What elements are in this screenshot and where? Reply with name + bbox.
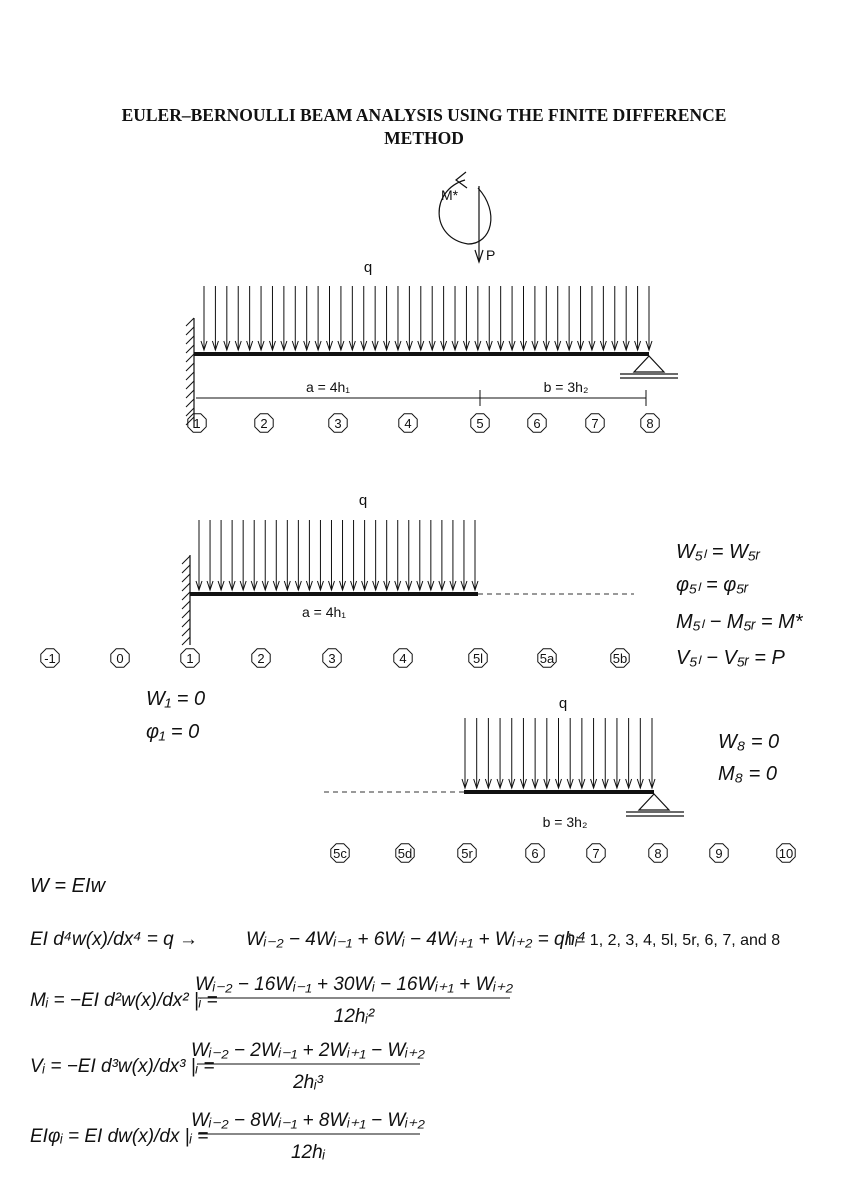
node-marker [641, 414, 659, 432]
load-arrow [567, 718, 573, 788]
load-arrow [429, 286, 435, 350]
load-arrow [406, 286, 412, 350]
title-line-2: METHOD [384, 128, 464, 148]
load-arrow [292, 286, 298, 350]
load-arrow [247, 286, 253, 350]
load-arrow [612, 286, 618, 350]
load-arrow [509, 286, 515, 350]
fixed-support-wall [186, 318, 194, 428]
dimension-b: b = 3h₂ [543, 379, 589, 395]
load-arrow [497, 718, 503, 788]
load-arrow [649, 718, 655, 788]
cont-w: W₅ₗ = W₅ᵣ [676, 541, 760, 563]
pin-support-right-segment [626, 794, 684, 816]
load-arrow [626, 718, 632, 788]
load-arrow [340, 520, 346, 590]
distributed-load-full [201, 286, 652, 350]
equation-rotation-denominator: 12hᵢ [290, 1142, 326, 1163]
equation-w: W = EIw [30, 875, 106, 897]
node-marker [396, 844, 414, 862]
node-marker [399, 414, 417, 432]
load-arrow [304, 286, 310, 350]
dimension-b-right: b = 3h₂ [542, 814, 588, 830]
equation-rotation-numerator: Wᵢ₋₂ − 8Wᵢ₋₁ + 8Wᵢ₊₁ − Wᵢ₊₂ [191, 1110, 425, 1131]
load-arrow [485, 718, 491, 788]
load-label-q: q [363, 259, 373, 276]
cont-phi: φ₅ₗ = φ₅ᵣ [676, 574, 749, 596]
load-arrow [635, 286, 641, 350]
node-marker [710, 844, 728, 862]
node-marker [649, 844, 667, 862]
node-marker [111, 649, 129, 667]
load-arrow [544, 718, 550, 788]
node-marker [255, 414, 273, 432]
load-arrow [614, 718, 620, 788]
load-arrow [295, 520, 301, 590]
load-arrow [229, 520, 235, 590]
node-label: 3 [328, 651, 336, 666]
load-arrow [450, 520, 456, 590]
load-arrow [349, 286, 355, 350]
load-arrow [284, 520, 290, 590]
node-label: 5l [472, 651, 484, 666]
load-arrow [578, 286, 584, 350]
moment-label: M* [441, 187, 459, 203]
load-arrow [486, 286, 492, 350]
load-arrow [589, 286, 595, 350]
load-arrow [235, 286, 241, 350]
equation-shear-lhs: Vᵢ = −EI d³w(x)/dx³ |ᵢ = [30, 1056, 215, 1077]
load-arrow [543, 286, 549, 350]
node-marker [331, 844, 349, 862]
load-arrow [591, 718, 597, 788]
load-arrow [395, 286, 401, 350]
load-arrow [218, 520, 224, 590]
node-label: 2 [257, 651, 265, 666]
node-label: 1 [186, 651, 194, 666]
load-arrow [474, 718, 480, 788]
node-label: 6 [533, 416, 541, 431]
load-arrow [406, 520, 412, 590]
equation-moment-numerator: Wᵢ₋₂ − 16Wᵢ₋₁ + 30Wᵢ − 16Wᵢ₊₁ + Wᵢ₊₂ [194, 974, 514, 995]
distributed-load-right [462, 718, 655, 788]
node-markers-right [331, 844, 795, 862]
load-arrow [475, 286, 481, 350]
equation-node-range: i = 1, 2, 3, 4, 5l, 5r, 6, 7, and 8 [568, 932, 781, 949]
load-arrow [439, 520, 445, 590]
node-label: 5c [333, 846, 347, 861]
node-marker [538, 649, 556, 667]
node-marker [471, 414, 489, 432]
point-load-arrow [475, 186, 483, 262]
load-label-q-right: q [558, 695, 568, 712]
node-label: 10 [778, 846, 794, 861]
load-arrow [258, 286, 264, 350]
node-label: 8 [646, 416, 654, 431]
load-arrow [462, 718, 468, 788]
boundary-conditions-node1 [146, 688, 205, 743]
equation-moment-lhs: Mᵢ = −EI d²w(x)/dx² |ᵢ = [30, 990, 218, 1011]
node-marker [188, 414, 206, 432]
bc-w8: W₈ = 0 [718, 731, 780, 753]
load-arrow [361, 286, 367, 350]
node-marker [394, 649, 412, 667]
load-arrow [384, 520, 390, 590]
load-arrow [498, 286, 504, 350]
node-marker [777, 844, 795, 862]
node-label: 6 [531, 846, 539, 861]
load-arrow [417, 520, 423, 590]
bc-phi1: φ₁ = 0 [146, 721, 200, 743]
distributed-load-left [196, 520, 478, 590]
load-arrow [520, 286, 526, 350]
load-arrow [281, 286, 287, 350]
load-arrow [472, 520, 478, 590]
load-arrow [463, 286, 469, 350]
figure-full-beam [186, 172, 678, 432]
moment-arrow [439, 172, 491, 244]
node-label: 4 [399, 651, 407, 666]
figure-right-segment [324, 695, 795, 862]
title-line-1: EULER–BERNOULLI BEAM ANALYSIS USING THE FINITE DIFFERENCE [121, 105, 727, 125]
equation-shear-denominator: 2hᵢ³ [293, 1072, 323, 1093]
node-label: 9 [715, 846, 723, 861]
dimension-a-left: a = 4h₁ [301, 604, 347, 620]
equation-shear-numerator: Wᵢ₋₂ − 2Wᵢ₋₁ + 2Wᵢ₊₁ − Wᵢ₊₂ [191, 1040, 425, 1061]
load-arrow [207, 520, 213, 590]
load-arrow [351, 520, 357, 590]
equation-governing-rhs: Wᵢ₋₂ − 4Wᵢ₋₁ + 6Wᵢ − 4Wᵢ₊₁ + Wᵢ₊₂ = qhᵢ⁴ [246, 929, 586, 950]
load-arrow [306, 520, 312, 590]
node-marker [586, 414, 604, 432]
load-arrow [520, 718, 526, 788]
point-load-label: P [486, 247, 496, 263]
node-markers-full [188, 414, 659, 432]
load-arrow [532, 718, 538, 788]
load-arrow [196, 520, 202, 590]
node-label: -1 [44, 651, 56, 666]
load-arrow [452, 286, 458, 350]
load-arrow [212, 286, 218, 350]
node-marker [526, 844, 544, 862]
node-label: 5d [397, 846, 413, 861]
bc-m8: M₈ = 0 [718, 763, 777, 785]
load-arrow [566, 286, 572, 350]
equation-moment-denominator: 12hᵢ² [333, 1006, 375, 1027]
load-arrow [201, 286, 207, 350]
load-arrow [600, 286, 606, 350]
node-marker [41, 649, 59, 667]
load-arrow [579, 718, 585, 788]
load-arrow [555, 286, 561, 350]
node-label: 4 [404, 416, 412, 431]
cont-v: V₅ₗ − V₅ᵣ = P [676, 647, 785, 669]
load-label-q-left: q [358, 492, 368, 509]
load-arrow [328, 520, 334, 590]
load-arrow [509, 718, 515, 788]
node-marker [528, 414, 546, 432]
cont-m: M₅ₗ − M₅ᵣ = M* [676, 611, 803, 633]
bc-w1: W₁ = 0 [146, 688, 206, 710]
node-marker [329, 414, 347, 432]
load-arrow [418, 286, 424, 350]
load-arrow [251, 520, 257, 590]
equation-rotation-lhs: EIφᵢ = EI dw(x)/dx |ᵢ = [30, 1126, 209, 1147]
load-arrow [262, 520, 268, 590]
load-arrow [395, 520, 401, 590]
node-label: 7 [591, 416, 599, 431]
node-marker [587, 844, 605, 862]
node-label: 3 [334, 416, 342, 431]
load-arrow [384, 286, 390, 350]
node-label: 5a [539, 651, 555, 666]
load-arrow [373, 520, 379, 590]
continuity-conditions [676, 541, 804, 669]
node-markers-left [41, 649, 629, 667]
load-arrow [338, 286, 344, 350]
load-arrow [556, 718, 562, 788]
load-arrow [428, 520, 434, 590]
load-arrow [602, 718, 608, 788]
node-label: 5b [612, 651, 628, 666]
pin-support-right [620, 356, 678, 378]
equation-governing-lhs: EI d⁴w(x)/dx⁴ = q → [30, 929, 198, 950]
load-arrow [362, 520, 368, 590]
node-label: 5r [461, 846, 473, 861]
node-label: 0 [116, 651, 124, 666]
node-marker [458, 844, 476, 862]
equations [30, 875, 780, 1163]
load-arrow [224, 286, 230, 350]
node-label: 1 [193, 416, 201, 431]
node-label: 2 [260, 416, 268, 431]
load-arrow [240, 520, 246, 590]
node-marker [469, 649, 487, 667]
load-arrow [269, 286, 275, 350]
load-arrow [372, 286, 378, 350]
node-marker [611, 649, 629, 667]
load-arrow [441, 286, 447, 350]
fixed-support-wall-left [182, 555, 190, 645]
load-arrow [646, 286, 652, 350]
node-label: 5 [476, 416, 484, 431]
node-marker [252, 649, 270, 667]
load-arrow [317, 520, 323, 590]
load-arrow [532, 286, 538, 350]
dimension-a: a = 4h₁ [305, 379, 351, 395]
load-arrow [327, 286, 333, 350]
load-arrow [315, 286, 321, 350]
load-arrow [623, 286, 629, 350]
load-arrow [461, 520, 467, 590]
node-label: 7 [592, 846, 600, 861]
figure-left-segment [41, 492, 804, 743]
node-label: 8 [654, 846, 662, 861]
load-arrow [273, 520, 279, 590]
load-arrow [637, 718, 643, 788]
node-marker [323, 649, 341, 667]
boundary-conditions-node8 [718, 731, 779, 785]
node-marker [181, 649, 199, 667]
